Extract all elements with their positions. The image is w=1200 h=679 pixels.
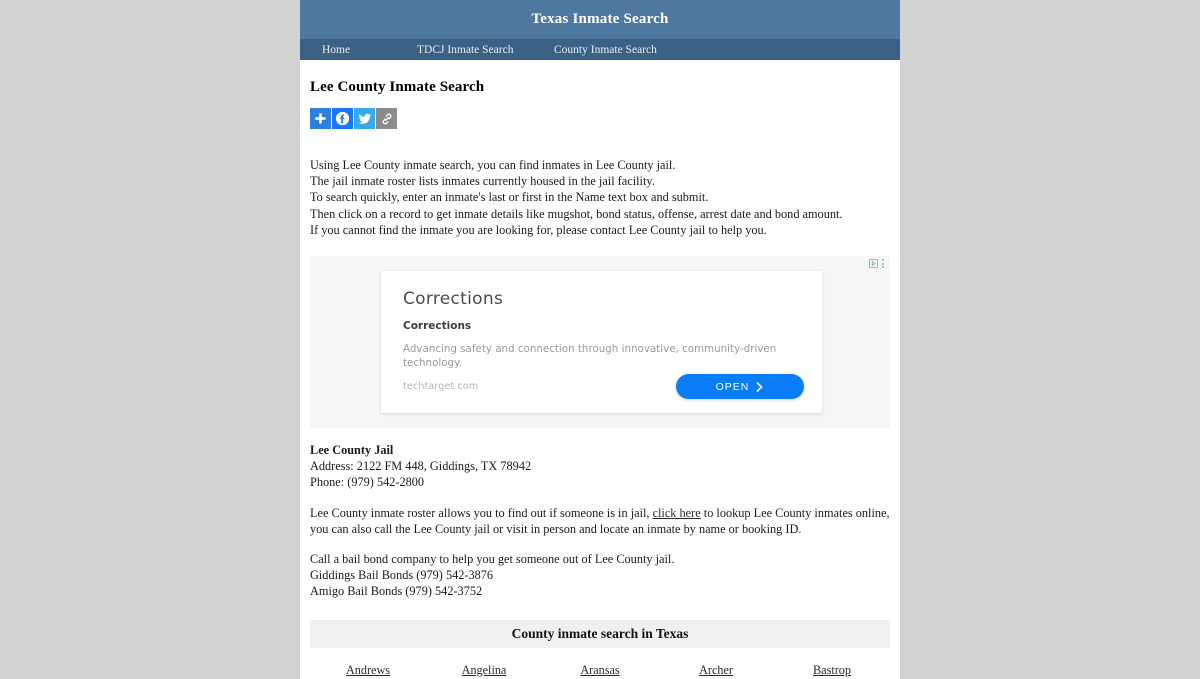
adchoices-icon[interactable] [869, 259, 878, 268]
county-link-bastrop[interactable]: Bastrop [813, 662, 851, 677]
intro-line: To search quickly, enter an inmate's last or first in the Name text box and submit. [310, 190, 709, 205]
share-button-row [310, 108, 890, 129]
chevron-right-icon [756, 382, 764, 392]
intro-text-block [310, 157, 890, 238]
site-header [300, 0, 900, 39]
county-cell [426, 661, 542, 679]
nav-item-tdcj-inmate-search[interactable]: TDCJ Inmate Search [417, 43, 514, 56]
advertisement-container [310, 256, 890, 428]
roster-text-before: Lee County inmate roster allows you to find out if someone is in jail, [310, 505, 653, 520]
addthis-share-button[interactable] [310, 108, 331, 129]
county-link-andrews[interactable]: Andrews [345, 662, 390, 677]
bail-bonds-block [310, 551, 890, 600]
facebook-icon [335, 111, 350, 126]
chain-link-icon [380, 112, 394, 126]
county-link-angelina[interactable]: Angelina [461, 662, 507, 677]
facebook-share-button[interactable] [332, 108, 353, 129]
county-links-table [310, 661, 890, 679]
page-title: Lee County Inmate Search [310, 79, 485, 95]
copy-link-share-button[interactable] [376, 108, 397, 129]
nav-item-county-inmate-search[interactable]: County Inmate Search [554, 43, 657, 56]
intro-line: Using Lee County inmate search, you can find inmates in Lee County jail. [310, 158, 676, 172]
county-cell [310, 661, 426, 679]
bail-company: Amigo Bail Bonds (979) 542-3752 [310, 584, 483, 599]
county-cell [774, 661, 890, 679]
county-section-heading: County inmate search in Texas [310, 620, 890, 648]
page-container [300, 0, 900, 679]
ad-options-menu-icon[interactable] [882, 259, 884, 268]
ad-description: Advancing safety and connection through innovative, community-driven technology. [403, 343, 777, 370]
jail-info-block [310, 442, 890, 491]
intro-line: Then click on a record to get inmate details like mugshot, bond status, offense, arrest date and bond amount. [310, 206, 843, 221]
county-cell [658, 661, 774, 679]
ad-footer [403, 374, 804, 399]
ad-open-button[interactable] [676, 374, 804, 399]
intro-line: The jail inmate roster lists inmates currently housed in the jail facility. [310, 174, 655, 189]
county-link-aransas[interactable]: Aransas [580, 662, 620, 677]
main-navigation [300, 39, 900, 60]
roster-paragraph [310, 505, 890, 537]
ad-domain: techtarget.com [403, 381, 479, 393]
county-link-archer[interactable]: Archer [699, 662, 733, 677]
bail-intro: Call a bail bond company to help you get someone out of Lee County jail. [310, 552, 675, 567]
nav-item-home[interactable]: Home [322, 43, 351, 56]
county-cell [542, 661, 658, 679]
county-search-section [310, 620, 890, 679]
site-title: Texas Inmate Search [531, 11, 669, 27]
ad-card[interactable] [381, 271, 822, 413]
jail-address: Address: 2122 FM 448, Giddings, TX 78942 [310, 459, 532, 474]
main-content [300, 79, 900, 679]
roster-text-after: to lookup Lee County inmates online, you can also call the Lee County jail or visit in person and locate an inmate by name or booking ID. [310, 505, 890, 536]
jail-phone: Phone: (979) 542-2800 [310, 475, 425, 490]
ad-subheadline: Corrections [403, 320, 472, 333]
ad-headline: Corrections [403, 289, 504, 310]
intro-line: If you cannot find the inmate you are looking for, please contact Lee County jail to help you. [310, 222, 767, 237]
click-here-link[interactable]: click here [652, 505, 701, 520]
ad-choices-controls[interactable] [869, 259, 884, 268]
jail-name: Lee County Jail [310, 443, 394, 458]
twitter-bird-icon [358, 112, 372, 126]
bail-company: Giddings Bail Bonds (979) 542-3876 [310, 568, 494, 583]
plus-icon [314, 112, 327, 125]
ad-open-button-label: OPEN [715, 380, 750, 393]
twitter-share-button[interactable] [354, 108, 375, 129]
table-row [310, 661, 890, 679]
